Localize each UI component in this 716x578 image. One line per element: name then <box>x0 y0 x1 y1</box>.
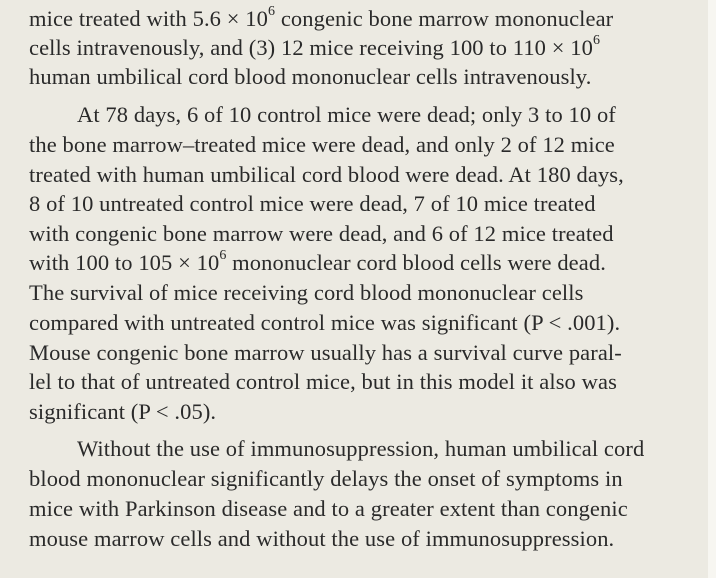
text-line: with congenic bone marrow were dead, and 6 of 12 mice treated <box>29 221 614 246</box>
text-line: Without the use of immunosuppression, human umbilical cord <box>77 436 645 461</box>
page-edge <box>708 0 716 578</box>
text-line: treated with human umbilical cord blood were dead. At 180 days, <box>29 162 624 187</box>
text-line: human umbilical cord blood mononuclear cells intravenously. <box>29 64 592 89</box>
text-line: the bone marrow–treated mice were dead, and only 2 of 12 mice <box>29 132 615 157</box>
text-line: 8 of 10 untreated control mice were dead, 7 of 10 mice treated <box>29 191 596 216</box>
text-line: mice with Parkinson disease and to a greater extent than congenic <box>29 496 628 521</box>
text-line: At 78 days, 6 of 10 control mice were dead; only 3 to 10 of <box>77 102 616 127</box>
text-line: Mouse congenic bone marrow usually has a survival curve paral- <box>29 340 622 365</box>
text-line: compared with untreated control mice was significant (P < .001). <box>29 310 621 335</box>
text-line: cells intravenously, and (3) 12 mice receiving 100 to $110 \times 10^6$ <box>29 32 601 60</box>
text-line: significant (P < .05). <box>29 399 217 424</box>
text-line: lel to that of untreated control mice, but in this model it also was <box>29 369 617 394</box>
text-line: The survival of mice receiving cord blood mononuclear cells <box>29 280 584 305</box>
text-line: mice treated with $5.6 \times 10^6$ congenic bone marrow mononuclear <box>29 3 614 31</box>
text-line: with 100 to $105 \times 10^6$ mononuclear cord blood cells were dead. <box>29 247 606 275</box>
text-line: mouse marrow cells and without the use of immunosuppression. <box>29 526 615 551</box>
text-line: blood mononuclear significantly delays the onset of symptoms in <box>29 466 623 491</box>
